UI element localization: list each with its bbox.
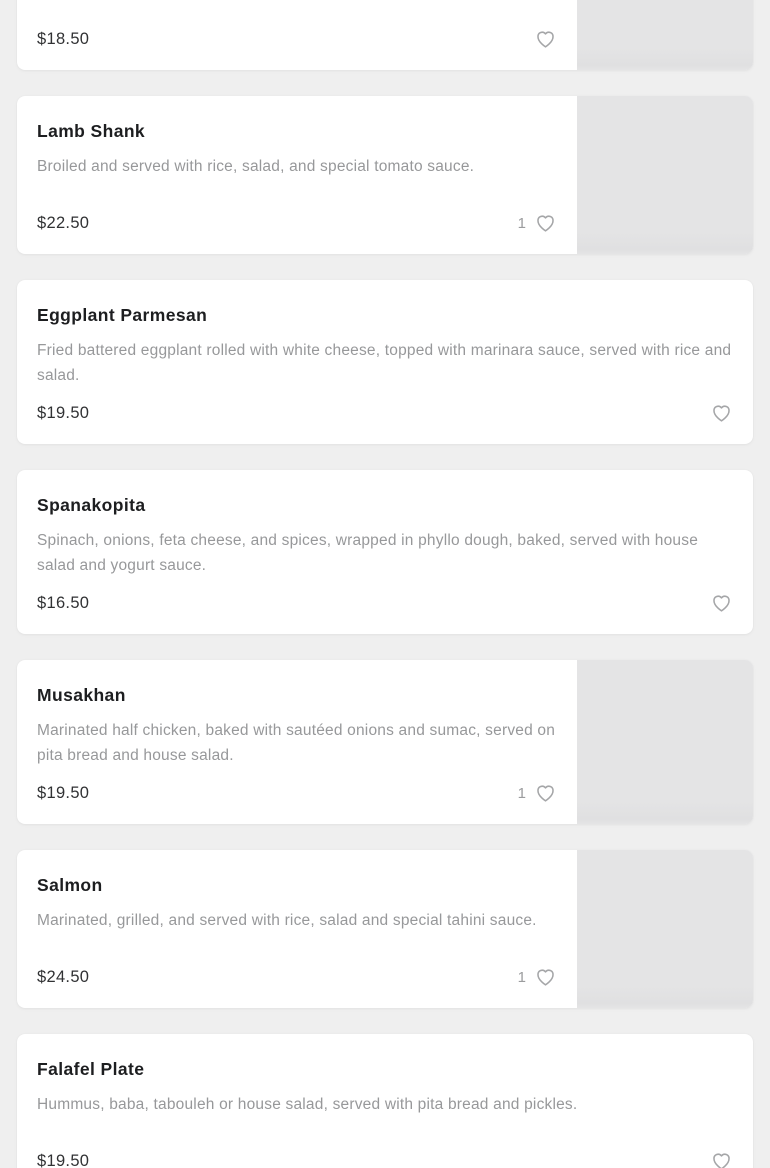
favorite-button[interactable] <box>693 592 733 614</box>
menu-item-price: $16.50 <box>37 593 90 612</box>
price-row <box>37 198 557 234</box>
heart-outline-icon <box>534 782 557 804</box>
favorite-count: 1 <box>517 214 526 232</box>
menu-item-card[interactable] <box>17 660 753 824</box>
menu-item-name: Lamb Shank <box>37 121 146 141</box>
menu-item-card[interactable] <box>17 470 753 634</box>
favorite-button[interactable] <box>517 966 557 988</box>
menu-item-name: Eggplant Parmesan <box>37 305 208 325</box>
heart-outline-icon <box>710 1150 733 1168</box>
menu-item-name: Falafel Plate <box>37 1059 145 1079</box>
price-row <box>37 578 733 614</box>
heart-outline-icon <box>534 28 557 50</box>
heart-outline-icon <box>710 592 733 614</box>
heart-outline-icon <box>534 966 557 988</box>
menu-item-content <box>17 96 577 254</box>
menu-item-photo-placeholder <box>577 96 753 254</box>
menu-item-price: $24.50 <box>37 967 90 986</box>
menu-item-content <box>17 470 753 634</box>
favorite-button[interactable] <box>517 782 557 804</box>
menu-item-photo-placeholder <box>577 850 753 1008</box>
menu-item-description: Spinach, onions, feta cheese, and spices, wrapped in phyllo dough, baked, served with house salad and yogurt sauce. <box>37 532 699 574</box>
heart-outline-icon <box>534 212 557 234</box>
menu-item-price: $18.50 <box>37 29 90 48</box>
menu-item-card[interactable] <box>17 1034 753 1168</box>
menu-item-description: Marinated half chicken, baked with sautéed onions and sumac, served on pita bread and house salad. <box>37 722 556 764</box>
menu-item-name: Spanakopita <box>37 495 146 515</box>
menu-item-card[interactable] <box>17 280 753 444</box>
price-row <box>37 768 557 804</box>
menu-item-description: Hummus, baba, tabouleh or house salad, served with pita bread and pickles. <box>37 1096 578 1113</box>
menu-item-card[interactable] <box>17 0 753 70</box>
price-row <box>37 388 733 424</box>
favorite-count: 1 <box>517 968 526 986</box>
favorite-button[interactable] <box>517 212 557 234</box>
menu-item-content <box>17 850 577 1008</box>
menu-item-card[interactable] <box>17 96 753 254</box>
menu-item-price: $22.50 <box>37 213 90 232</box>
price-row <box>37 1136 733 1168</box>
menu-item-description: Fried battered eggplant rolled with white cheese, topped with marinara sauce, served with rice and salad. <box>37 342 732 384</box>
menu-item-description: Broiled and served with rice, salad, and special tomato sauce. <box>37 158 475 175</box>
menu-item-price: $19.50 <box>37 783 90 802</box>
favorite-button[interactable] <box>693 402 733 424</box>
price-row <box>37 14 557 50</box>
menu-item-name: Salmon <box>37 875 103 895</box>
favorite-count: 1 <box>517 784 526 802</box>
menu-item-content <box>17 280 753 444</box>
menu-item-name: Musakhan <box>37 685 126 705</box>
menu-item-price: $19.50 <box>37 403 90 422</box>
favorite-button[interactable] <box>693 1150 733 1168</box>
menu-item-content <box>17 660 577 824</box>
menu-item-description: Marinated, grilled, and served with rice, salad and special tahini sauce. <box>37 912 537 929</box>
menu-item-photo-placeholder <box>577 660 753 824</box>
menu-item-photo-placeholder <box>577 0 753 70</box>
menu-item-content <box>17 0 577 70</box>
menu-item-card[interactable] <box>17 850 753 1008</box>
price-row <box>37 952 557 988</box>
favorite-button[interactable] <box>517 28 557 50</box>
menu-item-content <box>17 1034 753 1168</box>
heart-outline-icon <box>710 402 733 424</box>
menu-item-price: $19.50 <box>37 1151 90 1168</box>
